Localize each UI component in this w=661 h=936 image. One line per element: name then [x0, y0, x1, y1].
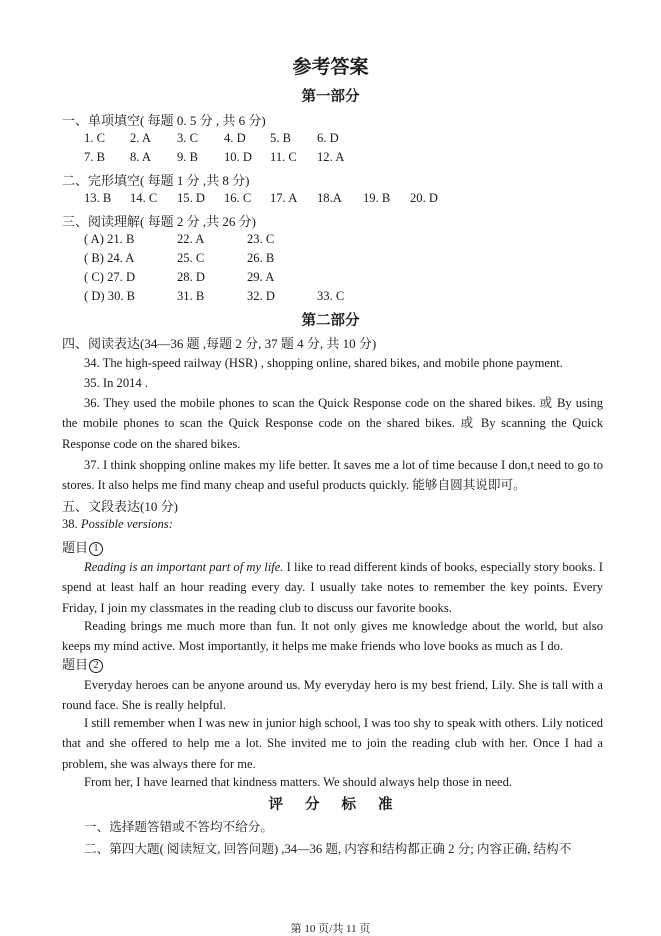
section-3-heading: 三、阅读理解( 每题 2 分 ,共 26 分)	[62, 214, 256, 229]
answer-item: 22. A	[177, 232, 205, 246]
topic-2-paragraph-2: I still remember when I was new in junior high school, I was too shy to speak with others. Lily noticed that and she offered to help me a lot. She invited me to join the reading club with her. Once I had a problem, she was always there for me.	[62, 716, 603, 771]
answer-item: 9. B	[177, 150, 198, 164]
answer-item: 17. A	[270, 191, 298, 205]
answer-item: 4. D	[224, 131, 246, 145]
topic-2-paragraph-1: Everyday heroes can be anyone around us. My everyday hero is my best friend, Lily. She is tall with a round face. She is really helpful.	[62, 678, 603, 713]
grading-heading: 评分标准	[268, 797, 415, 813]
part-two-heading: 第二部分	[301, 313, 360, 329]
answer-item: 19. B	[363, 191, 391, 205]
answer-item: 12. A	[317, 150, 345, 164]
topic-2-paragraph-3: From her, I have learned that kindness matters. We should always help those in need.	[84, 775, 513, 789]
answer-38-label	[62, 517, 173, 532]
topic-1-label	[62, 537, 103, 556]
answer-item: 26. B	[247, 251, 275, 265]
answer-item: 31. B	[177, 289, 205, 303]
answer-item: 14. C	[130, 191, 158, 205]
possible-versions-label: Possible versions:	[80, 517, 173, 531]
answer-35: 35. In 2014 .	[84, 376, 149, 390]
topic-1-lead-sentence: Reading is an important part of my life.	[84, 560, 284, 574]
answer-36: 36. They used the mobile phones to scan the Quick Response code on the shared bikes. 或 By using the mobile phones to scan the Quick Response code on the shared bikes. 或 By scanning the Quick Response code on the shared bikes.	[62, 396, 603, 451]
answer-item: 10. D	[224, 150, 252, 164]
grading-rule-1: 一、选择题答错或不答均不给分。	[84, 820, 273, 834]
section-5-heading: 五、文段表达(10 分)	[62, 499, 178, 514]
answer-item: 18.A	[317, 191, 342, 205]
answer-item: 15. D	[177, 191, 205, 205]
answer-item: 1. C	[84, 131, 105, 145]
answer-item: 5. B	[270, 131, 291, 145]
topic-1-paragraph-1	[62, 557, 603, 618]
page-title: 参考答案	[292, 57, 369, 78]
answer-item: 7. B	[84, 150, 105, 164]
page-footer: 第 10 页/共 11 页	[290, 923, 371, 935]
answer-item: 23. C	[247, 232, 275, 246]
answer-item: 29. A	[247, 270, 275, 284]
answer-item: ( C) 27. D	[84, 270, 136, 284]
grading-rule-2: 二、第四大题( 阅读短文, 回答问题) ,34—36 题, 内容和结构都正确 2 分; 内容正确, 结构不	[84, 842, 572, 856]
answer-item: 28. D	[177, 270, 205, 284]
answer-item: ( D) 30. B	[84, 289, 136, 303]
answer-37: 37. I think shopping online makes my life better. It saves me a lot of time because I don,t need to go to stores. It also helps me find many cheap and useful products quickly. 能够自圆其说即可。	[62, 458, 603, 493]
circled-number-1: 1	[89, 542, 103, 556]
section-1-heading: 一、单项填空( 每题 0. 5 分 , 共 6 分)	[62, 113, 266, 128]
answer-item: 6. D	[317, 131, 339, 145]
answer-item: 25. C	[177, 251, 205, 265]
topic-2-text: 题目	[62, 657, 89, 672]
circled-number-2: 2	[89, 659, 103, 673]
section-2-heading: 二、完形填空( 每题 1 分 ,共 8 分)	[62, 173, 250, 188]
topic-1-paragraph-2: Reading brings me much more than fun. It not only gives me knowledge about the world, but also keeps my mind active. Most importantly, it helps me make friends who love books as much as I do.	[62, 619, 603, 654]
topic-2-label	[62, 654, 103, 673]
answer-item: 13. B	[84, 191, 112, 205]
answer-item: 8. A	[130, 150, 151, 164]
answer-item: ( B) 24. A	[84, 251, 135, 265]
answer-item: 20. D	[410, 191, 438, 205]
answer-item: 2. A	[130, 131, 151, 145]
answer-item: 11. C	[270, 150, 297, 164]
answer-38-number: 38.	[62, 517, 78, 531]
answer-item: 32. D	[247, 289, 275, 303]
answer-item: 3. C	[177, 131, 198, 145]
topic-1-text: 题目	[62, 540, 89, 555]
answer-item: 16. C	[224, 191, 252, 205]
answer-item: ( A) 21. B	[84, 232, 135, 246]
answer-34: 34. The high-speed railway (HSR) , shopping online, shared bikes, and mobile phone payment.	[84, 356, 563, 370]
section-4-heading: 四、阅读表达(34—36 题 ,每题 2 分, 37 题 4 分, 共 10 分)	[62, 336, 377, 351]
part-one-heading: 第一部分	[301, 89, 360, 105]
topic-1-paragraph-1-body: I like to read different kinds of books, especially story books. I spend at least half an hour reading every day. I usually take notes to remember the key points. Every Friday, I join my classmates in the reading club to discuss our favorite books.	[62, 560, 603, 615]
answer-item: 33. C	[317, 289, 345, 303]
